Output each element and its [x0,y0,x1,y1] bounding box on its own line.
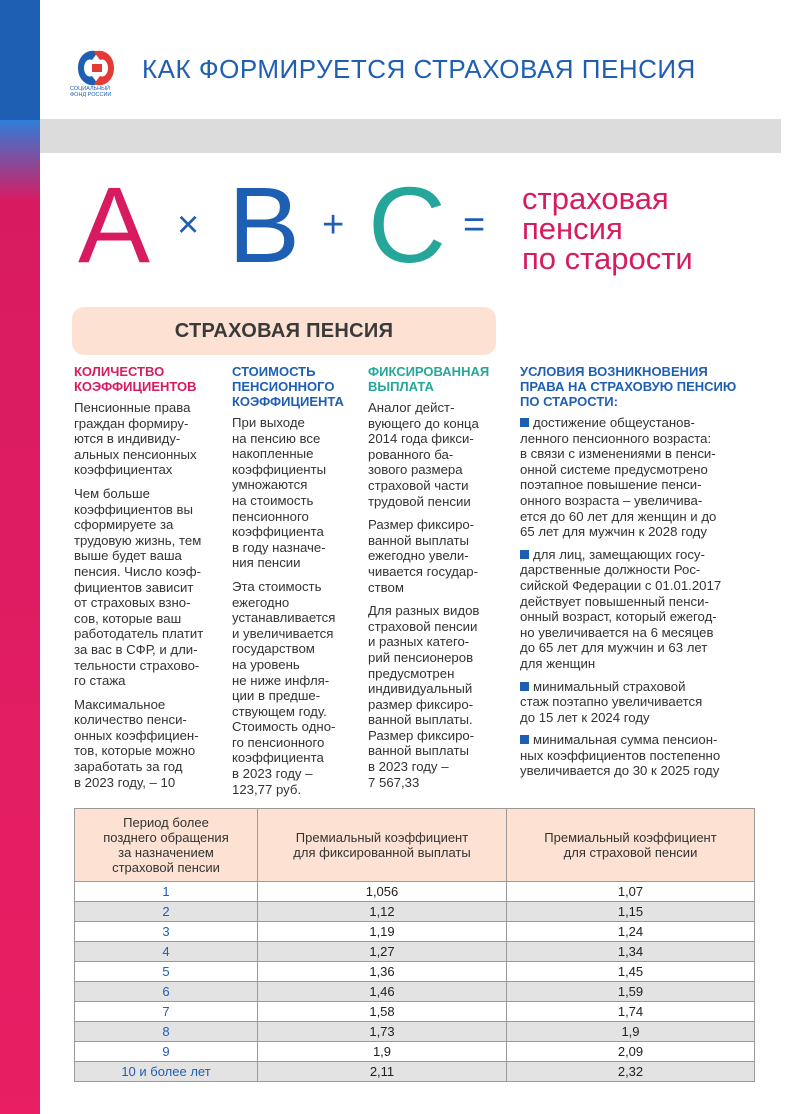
column-heading [232,364,357,409]
column-fixed-payment [368,364,508,798]
column-heading-line: ПО СТАРОСТИ: [520,394,618,409]
table-cell: 1,19 [258,922,507,942]
table-row [75,1002,755,1022]
table-row [75,1062,755,1082]
table-cell: 6 [75,982,258,1002]
formula-result-line: по старости [522,241,693,276]
column-heading-line: СТОИМОСТЬ [232,364,316,379]
table-cell: 1,34 [507,942,755,962]
column-paragraph: Размер фиксиро- ванной выплаты ежегодно увели- чивается государ- ством [368,517,478,595]
table-header-cell: Период более позднего обращения за назначением страховой пенсии [75,809,258,882]
table-cell: 1,056 [258,882,507,902]
column-heading [74,364,224,394]
table-cell: 1,36 [258,962,507,982]
table-header-row [75,809,755,882]
bottom-edge [40,1108,786,1114]
table-row [75,922,755,942]
column-paragraph: Для разных видов страховой пенсии и разных катего- рий пенсионеров предусмотрен индивидуальный размер фиксиро- ванной выплаты. Размер фиксиро- ванной выплаты в 2023 году – 7 567,33 [368,603,480,790]
condition-text: минимальный страховой стаж поэтапно увеличивается до 15 лет к 2024 году [520,678,703,725]
table-cell: 1,46 [258,982,507,1002]
condition-text: для лиц, замещающих госу- дарственные должности Рос- сийской Федерации с 01.01.2017 действует повышенный пенси- онный возраст, который ежегод- но увеличивается на 6 месяцев до 65 лет для мужчин и 63 лет для женщин [520,546,722,671]
column-coefficients-count [74,364,224,798]
condition-item [520,679,760,726]
column-coefficient-cost [232,364,357,805]
column-heading-line: КОЭФФИЦИЕНТОВ [74,379,197,394]
logo-caption [70,86,130,98]
section-title: СТРАХОВАЯ ПЕНСИЯ [72,307,496,355]
formula-times: × [177,204,200,246]
table-cell: 2 [75,902,258,922]
premium-coefficients-table [74,808,755,1082]
table-cell: 3 [75,922,258,942]
table-cell: 1,74 [507,1002,755,1022]
table-cell: 1,73 [258,1022,507,1042]
left-edge-bar-top [0,0,40,120]
formula-result-line: пенсия [522,211,623,246]
column-paragraph: Аналог дейст- вующего до конца 2014 года фикси- рованного ба- зового размера страховой части трудовой пенсии [368,400,479,509]
condition-text: минимальная сумма пенсион- ных коэффициентов постепенно увеличивается до 30 к 2025 году [520,732,721,779]
table-cell: 1 [75,882,258,902]
page-title: КАК ФОРМИРУЕТСЯ СТРАХОВАЯ ПЕНСИЯ [142,54,696,84]
formula-c: C [368,164,446,285]
condition-item [520,547,760,672]
table-cell: 1,15 [507,902,755,922]
left-edge-bar [0,0,40,1114]
table-cell: 5 [75,962,258,982]
table-cell: 4 [75,942,258,962]
logo-caption-line: ФОНД РОССИИ [70,92,112,98]
column-paragraph: Чем больше коэффициентов вы сформируете за трудовую жизнь, тем выше будет ваша пенсия. Число коэф- фициентов зависит от страховых взно- сов, которые ваш работодатель платит за вас в СФР, и дли- тельности страхово- го стажа [74,485,204,689]
table-cell: 1,45 [507,962,755,982]
header-divider-strip [40,119,781,153]
condition-item [520,415,760,540]
bullet-square-icon [520,418,529,427]
column-paragraph: Пенсионные права граждан формиру- ются в индивиду- альных пенсионных коэффициентах [74,400,197,478]
column-paragraph: При выходе на пенсию все накопленные коэффициенты умножаются на стоимость пенсионного коэффициента в году назначе- ния пенсии [232,415,327,571]
table-cell: 7 [75,1002,258,1022]
table-row [75,1042,755,1062]
table-cell: 1,27 [258,942,507,962]
pension-formula [70,164,780,285]
column-heading-line: ПРАВА НА СТРАХОВУЮ ПЕНСИЮ [520,379,737,394]
table-cell: 1,58 [258,1002,507,1022]
column-conditions [520,364,760,786]
formula-a: A [78,164,151,285]
column-heading-line: КОЛИЧЕСТВО [74,364,165,379]
formula-result [522,181,693,276]
formula-result-line: страховая [522,181,669,216]
column-heading-line: КОЭФФИЦИЕНТА [232,394,344,409]
table-row [75,902,755,922]
bullet-square-icon [520,682,529,691]
column-paragraph: Максимальное количество пенси- онных коэффициен- тов, которые можно заработать за год в 2023 году, – 10 [74,696,199,790]
table-cell: 1,59 [507,982,755,1002]
logo-caption-line: СОЦИАЛЬНЫЙ [70,86,110,92]
bullet-square-icon [520,735,529,744]
formula-plus: + [322,204,345,246]
table-row [75,942,755,962]
table-cell: 2,32 [507,1062,755,1082]
column-heading [520,364,760,409]
table-cell: 9 [75,1042,258,1062]
condition-item [520,732,760,779]
table-cell: 8 [75,1022,258,1042]
table-header-cell: Премиальный коэффициент для страховой пенсии [507,809,755,882]
table-cell: 1,9 [258,1042,507,1062]
table-cell: 1,12 [258,902,507,922]
table-row [75,882,755,902]
column-paragraph: Эта стоимость ежегодно устанавливается и увеличивается государством на уровень не ниже инфля- ции в предше- ствующем году. Стоимость одно- го пенсионного коэффициента в 2023 году – 123,77 руб. [232,578,336,797]
table-cell: 10 и более лет [75,1062,258,1082]
bullet-square-icon [520,550,529,559]
condition-text: достижение общеустанов- ленного пенсионного возраста: в связи с изменениями в пенси- онной системе предусмотрено поэтапное повышение пенси- онного возраста – увеличива- ется до 60 лет для женщин и до 65 лет для мужчин к 2028 году [520,415,717,540]
formula-b: B [228,164,301,285]
formula-equals: = [463,204,486,246]
column-heading-line: УСЛОВИЯ ВОЗНИКНОВЕНИЯ [520,364,708,379]
table-row [75,1022,755,1042]
table-cell: 2,11 [258,1062,507,1082]
table-row [75,982,755,1002]
table-cell: 1,24 [507,922,755,942]
table-cell: 1,9 [507,1022,755,1042]
column-heading [368,364,508,394]
table-cell: 1,07 [507,882,755,902]
column-heading-line: ФИКСИРОВАННАЯ [368,364,490,379]
table-header-cell: Премиальный коэффициент для фиксированной выплаты [258,809,507,882]
table-row [75,962,755,982]
column-heading-line: ПЕНСИОННОГО [232,379,335,394]
column-heading-line: ВЫПЛАТА [368,379,434,394]
table-cell: 2,09 [507,1042,755,1062]
